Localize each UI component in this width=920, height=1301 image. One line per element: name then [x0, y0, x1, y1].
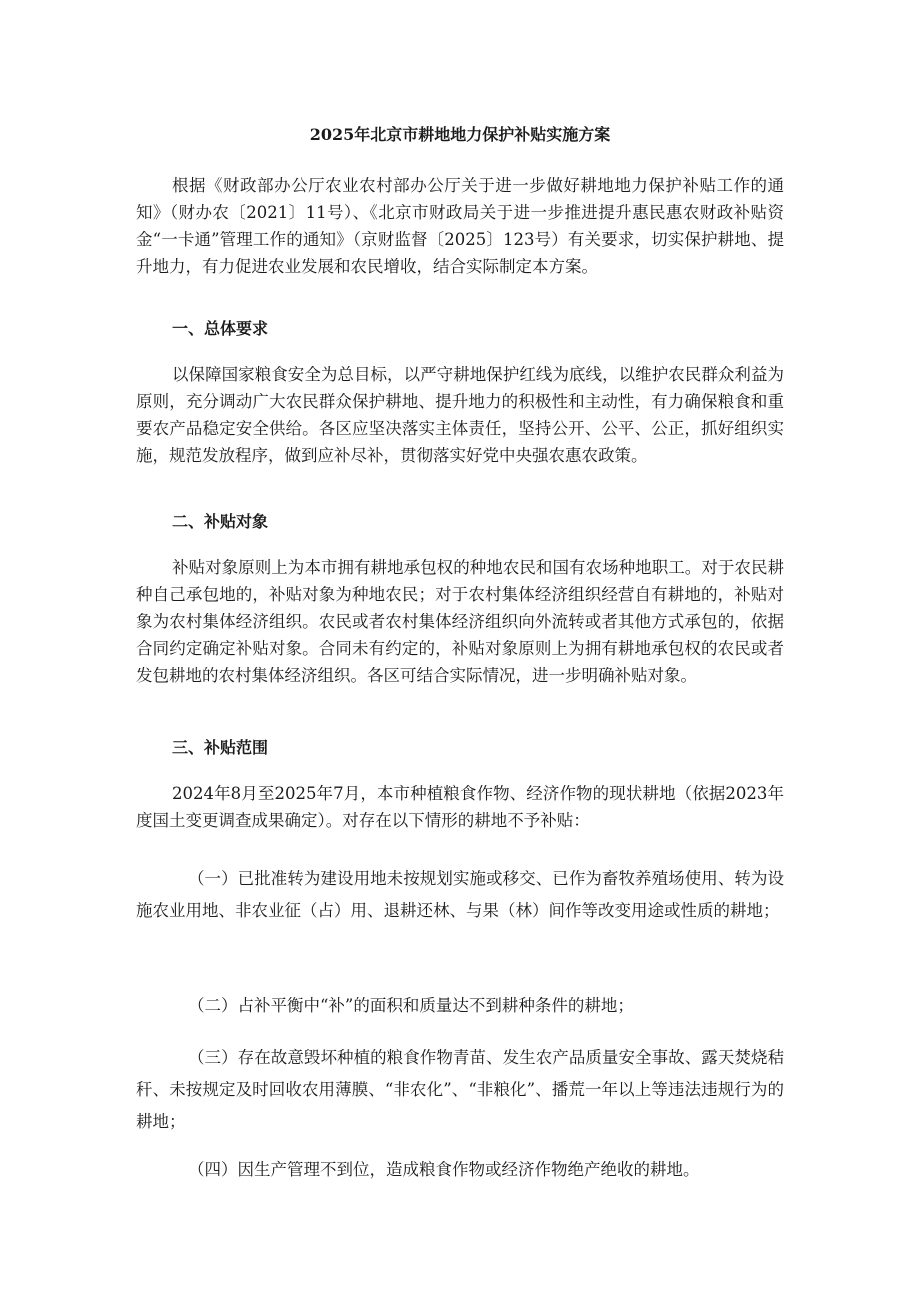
section-heading-subsidy-recipients: 二、补贴对象	[172, 512, 269, 531]
exclusion-item: （三）存在故意毁坏种植的粮食作物青苗、发生农产品质量安全事故、露天焚烧秸秆、未按规定及时回收农用薄膜、“非农化”、“非粮化”、播荒一年以上等违法违规行为的耕地；	[136, 1048, 784, 1131]
section-body-general-requirements: 以保障国家粮食安全为总目标，以严守耕地保护红线为底线，以维护农民群众利益为原则，充分调动广大农民群众保护耕地、提升地力的积极性和主动性，有力确保粮食和重要农产品稳定安全供给。各区应坚决落实主体责任，坚持公开、公平、公正，抓好组织实施，规范发放程序，做到应补尽补，贯彻落实好党中央强农惠农政策。	[136, 365, 784, 465]
exclusion-item: （二）占补平衡中“补”的面积和质量达不到耕种条件的耕地；	[188, 996, 634, 1015]
section-body-subsidy-recipients: 补贴对象原则上为本市拥有耕地承包权的种地农民和国有农场种地职工。对于农民耕种自己承包地的，补贴对象为种地农民；对于农村集体经济组织经营自有耕地的，补贴对象为农村集体经济组织。农民或者农村集体经济组织向外流转或者其他方式承包的，依据合同约定确定补贴对象。合同未有约定的，补贴对象原则上为拥有耕地承包权的农民或者发包耕地的农村集体经济组织。各区可结合实际情况，进一步明确补贴对象。	[136, 558, 784, 685]
document-title: 2025年北京市耕地地力保护补贴实施方案	[309, 125, 611, 144]
section-heading-subsidy-scope: 三、补贴范围	[172, 738, 269, 757]
exclusion-item: （一）已批准转为建设用地未按规划实施或移交、已作为畜牧养殖场使用、转为设施农业用地、非农业征（占）用、退耕还林、与果（林）间作等改变用途或性质的耕地；	[136, 869, 784, 920]
exclusion-item: （四）因生产管理不到位，造成粮食作物或经济作物绝产绝收的耕地。	[188, 1160, 700, 1179]
section-heading-general-requirements: 一、总体要求	[172, 319, 269, 338]
section-body-subsidy-scope: 2024年8月至2025年7月，本市种植粮食作物、经济作物的现状耕地（依据2023年度国土变更调查成果确定）。对存在以下情形的耕地不予补贴：	[136, 784, 784, 830]
intro-paragraph: 根据《财政部办公厅农业农村部办公厅关于进一步做好耕地地力保护补贴工作的通知》（财办农〔2021〕11号）、《北京市财政局关于进一步推进提升惠民惠农财政补贴资金“一卡通”管理工作的通知》（京财监督〔2025〕123号）有关要求，切实保护耕地、提升地力，有力促进农业发展和农民增收，结合实际制定本方案。	[136, 176, 784, 276]
